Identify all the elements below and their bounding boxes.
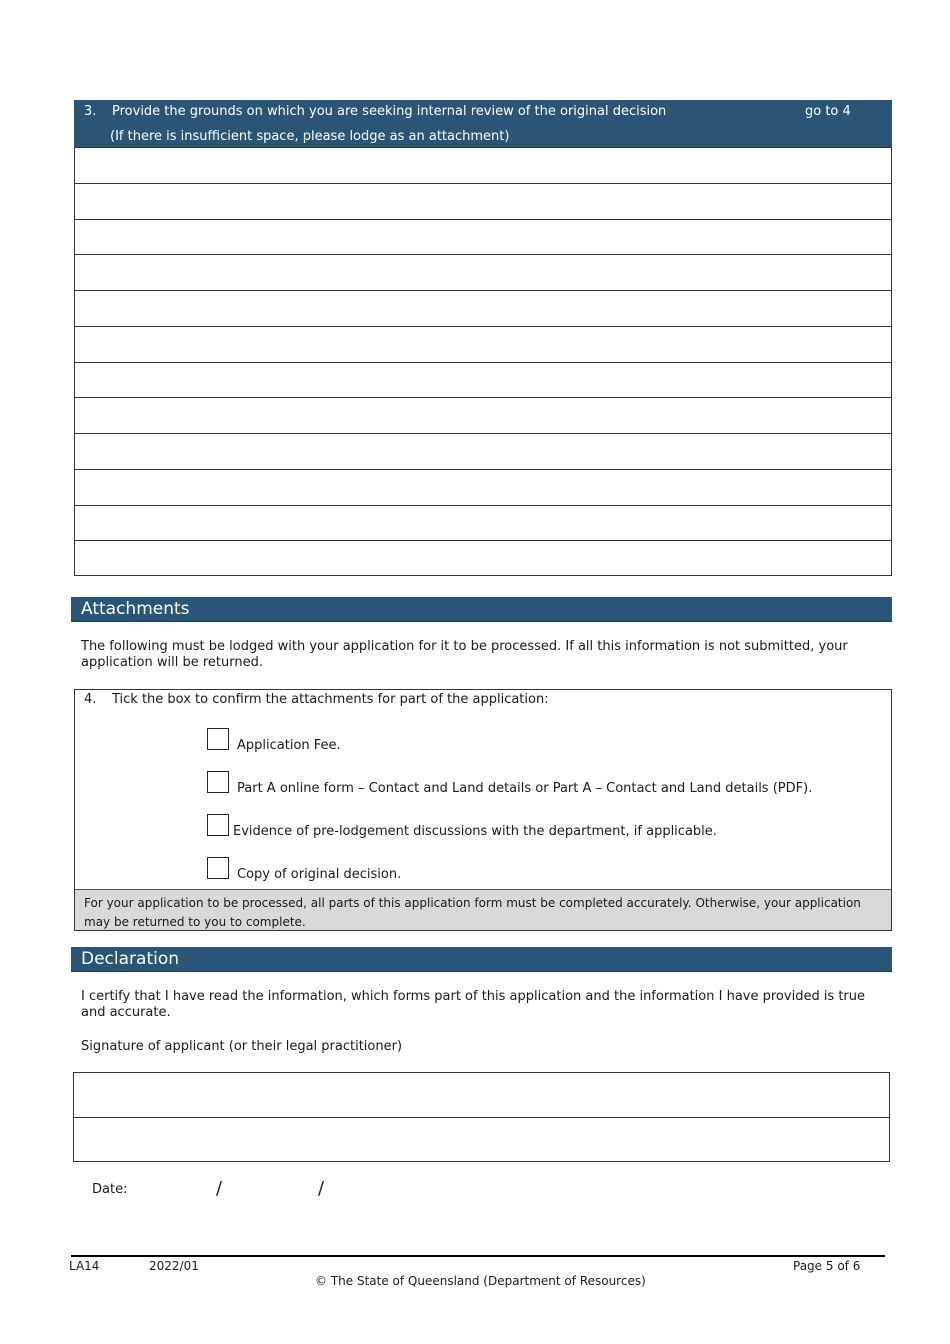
grounds-answer-area[interactable] xyxy=(74,147,892,576)
question-4-number: 4. xyxy=(84,692,97,707)
attachments-intro: The following must be lodged with your application for it to be processed. If all this information is not submitted, your application will be returned. xyxy=(81,639,848,670)
application-fee-label: Application Fee. xyxy=(237,738,341,753)
attachments-heading: Attachments xyxy=(71,597,892,622)
pre-lodgement-checkbox[interactable] xyxy=(207,814,229,836)
answer-line[interactable] xyxy=(75,362,891,398)
answer-line[interactable] xyxy=(75,505,891,541)
original-decision-label: Copy of original decision. xyxy=(237,867,402,882)
date-year-field[interactable] xyxy=(334,1176,424,1200)
application-fee-checkbox[interactable] xyxy=(207,728,229,750)
form-version: 2022/01 xyxy=(149,1259,199,1273)
answer-line[interactable] xyxy=(75,219,891,255)
date-separator: / xyxy=(216,1178,223,1199)
answer-line[interactable] xyxy=(75,397,891,433)
answer-line[interactable] xyxy=(75,469,891,505)
question-4-title: Tick the box to confirm the attachments for part of the application: xyxy=(112,692,549,707)
part-a-form-checkbox[interactable] xyxy=(207,771,229,793)
original-decision-checkbox[interactable] xyxy=(207,857,229,879)
answer-line[interactable] xyxy=(75,254,891,290)
date-day-field[interactable] xyxy=(135,1176,210,1200)
signature-box[interactable] xyxy=(73,1072,890,1162)
answer-line[interactable] xyxy=(75,290,891,326)
date-label: Date: xyxy=(92,1182,128,1197)
signature-field-2[interactable] xyxy=(74,1118,889,1162)
question-3-subtitle: (If there is insufficient space, please lodge as an attachment) xyxy=(110,129,510,144)
question-3-title: Provide the grounds on which you are seeking internal review of the original decision xyxy=(112,104,667,119)
answer-line[interactable] xyxy=(75,183,891,219)
question-3-number: 3. xyxy=(84,104,97,119)
pre-lodgement-label: Evidence of pre-lodgement discussions with the department, if applicable. xyxy=(233,824,717,839)
question-3-header xyxy=(74,100,892,147)
part-a-form-label: Part A online form – Contact and Land details or Part A – Contact and Land details (PDF). xyxy=(237,781,813,796)
date-month-field[interactable] xyxy=(232,1176,312,1200)
question-4-box xyxy=(74,689,892,931)
date-separator: / xyxy=(318,1178,325,1199)
page-number: Page 5 of 6 xyxy=(793,1259,861,1273)
answer-line[interactable] xyxy=(75,433,891,469)
declaration-heading: Declaration xyxy=(71,947,892,972)
signature-field[interactable] xyxy=(74,1073,889,1118)
form-code: LA14 xyxy=(69,1259,100,1273)
answer-line[interactable] xyxy=(75,147,891,183)
answer-line[interactable] xyxy=(75,540,891,576)
copyright: © The State of Queensland (Department of Resources) xyxy=(315,1274,646,1288)
signature-label: Signature of applicant (or their legal practitioner) xyxy=(81,1039,403,1054)
footer-divider xyxy=(71,1255,885,1257)
declaration-certify: I certify that I have read the information, which forms part of this application and the information I have provided is true and accurate. xyxy=(81,989,866,1020)
question-3-goto: go to 4 xyxy=(805,104,851,119)
answer-line[interactable] xyxy=(75,326,891,362)
completion-note: For your application to be processed, all parts of this application form must be completed accurately. Otherwise, your application may be returned to you to complete. xyxy=(75,889,891,930)
